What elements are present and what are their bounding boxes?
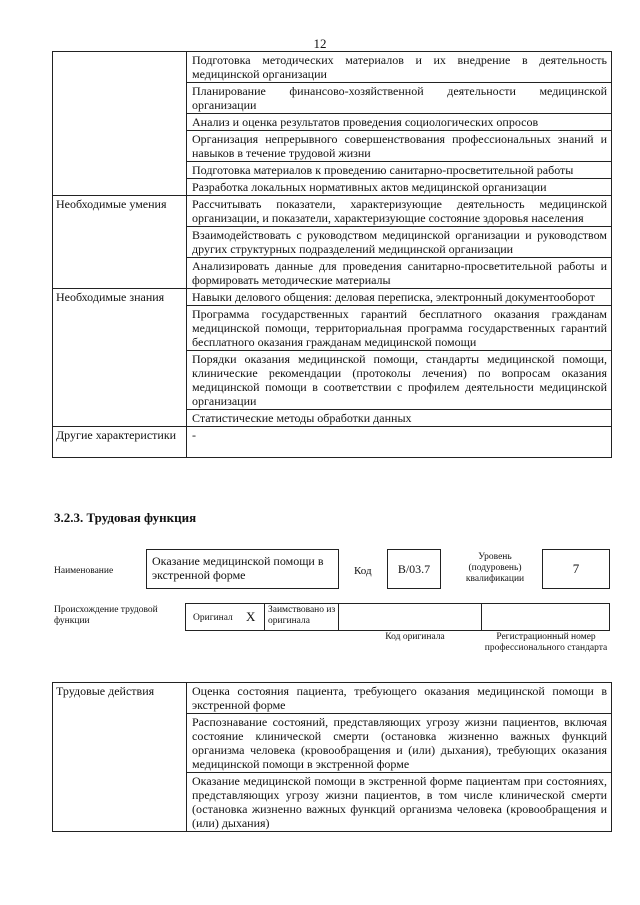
table-cell: Планирование финансово-хозяйственной деятельности медицинской организации bbox=[187, 83, 612, 114]
code-box bbox=[387, 549, 441, 589]
level-label: Уровень (подуровень) квалификации bbox=[465, 552, 525, 584]
function-name-value: Оказание медицинской помощи в экстренной форме bbox=[152, 554, 324, 582]
borrowed-label: Заимствовано из оригинала bbox=[268, 605, 336, 626]
table-cell: Программа государственных гарантий бесплатного оказания гражданам медицинской помощи, территориальная программа государственных гарантий бесплатного оказания гражданам медицинской помощи bbox=[187, 306, 612, 351]
table-row bbox=[53, 289, 612, 306]
table-cell: Порядки оказания медицинской помощи, стандарты медицинской помощи, клинические рекомендации (протоколы лечения) по вопросам оказания медицинской помощи в соответствии с профилем деятельности медицинской организации bbox=[187, 351, 612, 410]
competency-table bbox=[52, 51, 612, 458]
code-original-label: Код оригинала bbox=[385, 632, 445, 642]
table-cell: Статистические методы обработки данных bbox=[187, 410, 612, 427]
table-cell: Подготовка методических материалов и их внедрение в деятельность медицинской организации bbox=[187, 52, 612, 83]
original-label: Оригинал bbox=[193, 613, 233, 623]
level-box bbox=[542, 549, 610, 589]
table-cell: Анализ и оценка результатов проведения социологических опросов bbox=[187, 114, 612, 131]
origin-divider-3 bbox=[481, 603, 482, 631]
table-row bbox=[53, 196, 612, 227]
table-row bbox=[53, 683, 612, 714]
page-number: 12 bbox=[313, 36, 327, 51]
group-header-skills: Необходимые умения bbox=[53, 196, 187, 289]
table-cell: - bbox=[187, 427, 612, 458]
table-cell: Навыки делового общения: деловая переписка, электронный документооборот bbox=[187, 289, 612, 306]
table-row bbox=[53, 52, 612, 83]
origin-divider-1 bbox=[264, 603, 265, 631]
origin-label: Происхождение трудовой функции bbox=[54, 605, 158, 626]
original-mark: X bbox=[246, 609, 256, 624]
reg-number-label: Регистрационный номер профессионального стандарта bbox=[484, 632, 608, 653]
group-header-actions bbox=[53, 52, 187, 196]
table-cell: Распознавание состояний, представляющих угрозу жизни пациентов, включая состояние клинической смерти (остановка жизненно важных функций организма человека (кровообращения и (или) дыхания), требующих оказания медицинской помощи в экстренной форме bbox=[187, 714, 612, 773]
origin-divider-2 bbox=[338, 603, 339, 631]
group-header-other: Другие характеристики bbox=[53, 427, 187, 458]
table-cell: Разработка локальных нормативных актов медицинской организации bbox=[187, 179, 612, 196]
function-name-box bbox=[146, 549, 339, 589]
code-value: B/03.7 bbox=[397, 561, 431, 576]
section-title: 3.2.3. Трудовая функция bbox=[54, 510, 197, 525]
table-cell: Взаимодействовать с руководством медицинской организации и руководством других структурных подразделений медицинской организации bbox=[187, 227, 612, 258]
table-cell: Организация непрерывного совершенствования профессиональных знаний и навыков в течение трудовой жизни bbox=[187, 131, 612, 162]
table-cell: Подготовка материалов к проведению санитарно-просветительной работы bbox=[187, 162, 612, 179]
table-row bbox=[53, 427, 612, 458]
group-header-labor-actions: Трудовые действия bbox=[53, 683, 187, 832]
labor-actions-table bbox=[52, 682, 612, 832]
table-cell: Оценка состояния пациента, требующего оказания медицинской помощи в экстренной форме bbox=[187, 683, 612, 714]
group-header-knowledge: Необходимые знания bbox=[53, 289, 187, 427]
table-cell: Анализировать данные для проведения санитарно-просветительной работы и формировать методические материалы bbox=[187, 258, 612, 289]
level-value: 7 bbox=[572, 561, 580, 576]
table-cell: Оказание медицинской помощи в экстренной форме пациентам при состояниях, представляющих угрозу жизни пациентов, в том числе клинической смерти (остановка жизненно важных функций организма человека (кровообращения и (или) дыхания) bbox=[187, 773, 612, 832]
name-label: Наименование bbox=[54, 566, 114, 576]
table-cell: Рассчитывать показатели, характеризующие деятельность медицинской организации, и показатели, характеризующие состояние здоровья населения bbox=[187, 196, 612, 227]
code-label: Код bbox=[354, 565, 372, 577]
